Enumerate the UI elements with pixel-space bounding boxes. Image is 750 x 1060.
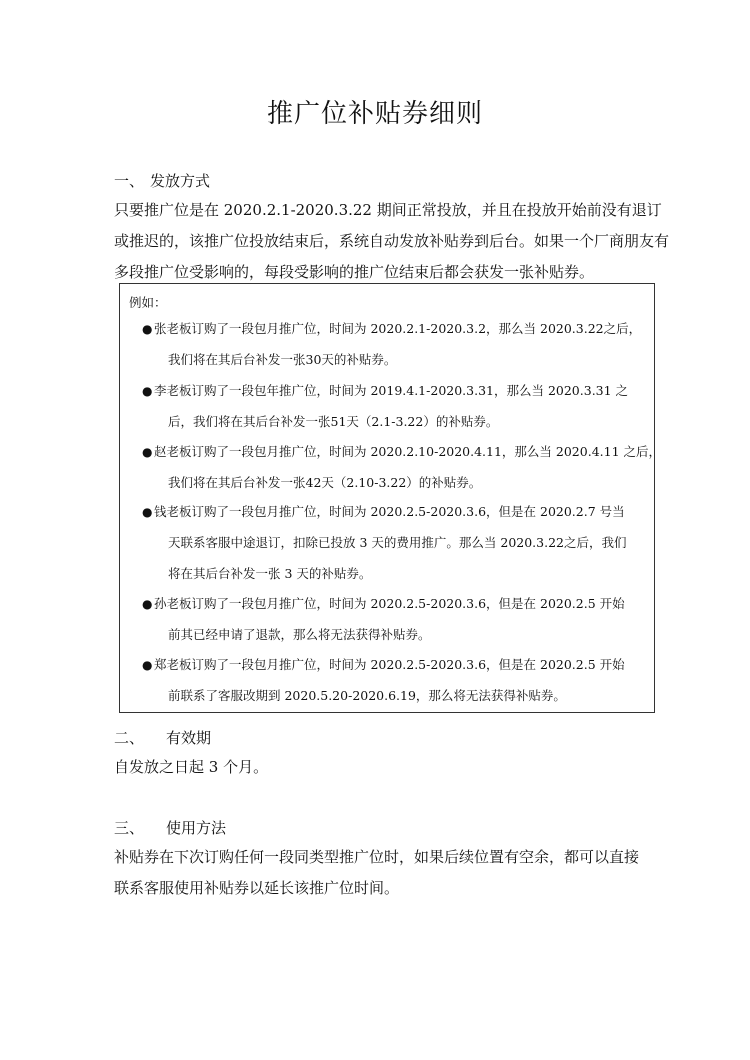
example-line: 我们将在其后台补发一张42天（2.10-3.22）的补贴券。 (168, 475, 482, 490)
example-line: 张老板订购了一段包月推广位，时间为 2020.2.1-2020.3.2，那么当 2020.3.22之后， (154, 321, 642, 336)
section-2-title: 有效期 (166, 729, 212, 747)
example-line: 前联系了客服改期到 2020.5.20-2020.6.19，那么将无法获得补贴券。 (168, 688, 566, 703)
example-line: 孙老板订购了一段包月推广位，时间为 2020.2.5-2020.3.6，但是在 2020.2.5 开始 (154, 596, 625, 611)
example-item (142, 376, 652, 438)
section-2-body (114, 752, 654, 783)
section-1-line: 多段推广位受影响的，每段受影响的推广位结束后都会获发一张补贴券。 (114, 263, 595, 281)
example-line: 李老板订购了一段包年推广位，时间为 2019.4.1-2020.3.31，那么当 2020.3.31 之 (154, 383, 629, 398)
example-line: 郑老板订购了一段包月推广位，时间为 2020.2.5-2020.3.6，但是在 2020.2.5 开始 (154, 657, 625, 672)
example-item (142, 650, 652, 712)
bullet-icon: ● (142, 505, 153, 519)
bullet-icon: ● (142, 445, 153, 459)
example-item (142, 437, 661, 499)
section-2-number: 二、 (114, 729, 145, 747)
example-line: 后，我们将在其后台补发一张51天（2.1-3.22）的补贴券。 (168, 414, 499, 429)
example-item (142, 314, 652, 376)
example-item (142, 589, 652, 651)
example-line: 天联系客服中途退订，扣除已投放 3 天的费用推广。那么当 2020.3.22之后，我们 (168, 535, 627, 550)
section-2-line: 自发放之日起 3 个月。 (114, 758, 269, 776)
example-line: 前其已经申请了退款，那么将无法获得补贴券。 (168, 627, 431, 642)
section-1-line: 或推迟的，该推广位投放结束后，系统自动发放补贴券到后台。如果一个厂商朋友有 (114, 232, 670, 250)
section-3-number: 三、 (114, 819, 145, 837)
example-line: 钱老板订购了一段包月推广位，时间为 2020.2.5-2020.3.6，但是在 2020.2.7 号当 (154, 504, 625, 519)
example-label: 例如： (129, 295, 167, 310)
bullet-icon: ● (142, 658, 153, 672)
section-1-body (114, 195, 670, 288)
section-3-heading (114, 817, 226, 838)
example-item (142, 497, 652, 590)
bullet-icon: ● (142, 384, 153, 398)
section-3-body (114, 842, 654, 904)
bullet-icon: ● (142, 322, 153, 336)
section-1-line: 只要推广位是在 2020.2.1-2020.3.22 期间正常投放，并且在投放开始前没有退订 (114, 201, 662, 219)
section-3-title: 使用方法 (166, 819, 227, 837)
section-1-number: 一、 (114, 172, 145, 190)
section-1-title: 发放方式 (150, 172, 211, 190)
example-line: 将在其后台补发一张 3 天的补贴券。 (168, 566, 372, 581)
example-line: 我们将在其后台补发一张30天的补贴券。 (168, 352, 397, 367)
section-2-heading (114, 727, 211, 748)
section-1-heading (114, 170, 210, 191)
example-box (119, 283, 661, 713)
section-3-line: 补贴券在下次订购任何一段同类型推广位时，如果后续位置有空余，都可以直接 (114, 848, 640, 866)
document-title: 推广位补贴券细则 (266, 99, 483, 129)
bullet-icon: ● (142, 597, 153, 611)
section-3-line: 联系客服使用补贴券以延长该推广位时间。 (114, 879, 400, 897)
example-line: 赵老板订购了一段包月推广位，时间为 2020.2.10-2020.4.11，那么当 2020.4.11 之后， (154, 444, 661, 459)
